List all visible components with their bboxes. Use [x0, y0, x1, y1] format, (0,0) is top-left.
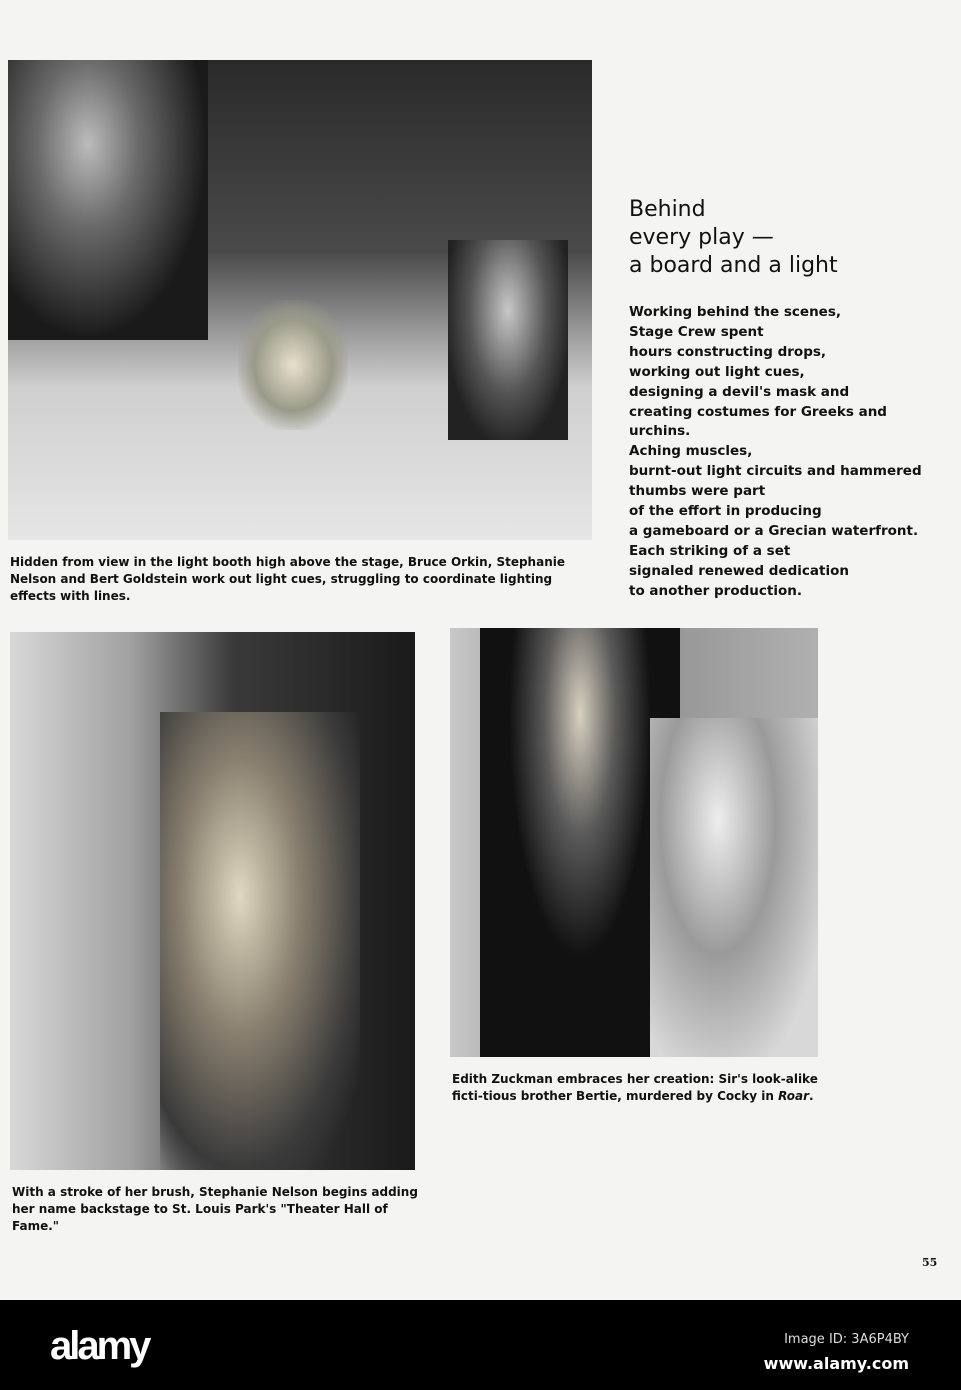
body-line: signaled renewed dedication	[629, 562, 849, 579]
body-line: to another production.	[629, 582, 802, 599]
body-line: thumbs were part	[629, 483, 766, 500]
body-line: a gameboard or a Grecian waterfront.	[629, 522, 919, 539]
body-line: Stage Crew spent	[629, 323, 764, 340]
body-line: designing a devil's mask and	[629, 383, 850, 400]
image-id: Image ID: 3A6P4BY	[784, 1332, 909, 1347]
body-line: burnt-out light circuits and hammered	[629, 463, 922, 480]
caption-text: Edith Zuckman embraces her creation: Sir's look-alike ficti-tious brother Bertie, murdered by Cocky in	[452, 1072, 818, 1103]
page-number: 55	[922, 1256, 938, 1269]
caption-end: .	[808, 1089, 814, 1103]
play-title: Roar	[778, 1089, 809, 1103]
body-line: hours constructing drops,	[629, 343, 827, 360]
alamy-logo: alamy	[50, 1324, 149, 1368]
body-line: urchins.	[629, 423, 691, 440]
photo-light-booth	[8, 60, 592, 540]
body-line: Each striking of a set	[629, 542, 791, 559]
watermark-footer	[0, 1300, 961, 1390]
body-line: creating costumes for Greeks and	[629, 403, 887, 420]
article-body	[629, 303, 922, 602]
caption-light-booth: Hidden from view in the light booth high above the stage, Bruce Orkin, Stephanie Nelson and Bert Goldstein work out light cues, struggling to coordinate lighting effects with lines.	[10, 555, 565, 603]
article-title	[629, 196, 838, 280]
body-line: working out light cues,	[629, 363, 805, 380]
body-line: of the effort in producing	[629, 503, 822, 520]
title-line: every play —	[629, 225, 774, 250]
site-url: www.alamy.com	[763, 1354, 909, 1373]
body-line: Working behind the scenes,	[629, 304, 841, 320]
photo-embrace-creation	[450, 628, 818, 1057]
title-line: a board and a light	[629, 253, 838, 278]
title-line: Behind	[629, 197, 706, 222]
photo-painting-backstage	[10, 632, 415, 1170]
caption-brush: With a stroke of her brush, Stephanie Nelson begins adding her name backstage to St. Louis Park's "Theater Hall of Fame."	[12, 1185, 418, 1233]
body-line: Aching muscles,	[629, 443, 753, 460]
caption-creation	[452, 1071, 832, 1105]
